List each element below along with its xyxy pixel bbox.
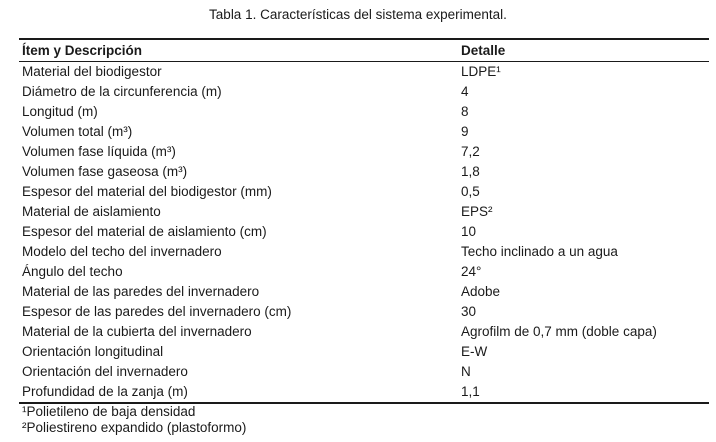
row-detail: 0,5 [461,184,480,199]
row-item-description: Espesor de las paredes del invernadero (cm) [22,304,292,319]
table-row [22,142,706,162]
table-caption: Tabla 1. Características del sistema experimental. [209,7,507,22]
table-row [22,102,706,122]
table-row [22,342,706,362]
table-row [22,382,706,402]
table-row [22,302,706,322]
top-rule [19,38,709,40]
table-body [22,62,706,402]
row-detail: E-W [461,344,488,359]
table-row [22,62,706,82]
characteristics-table [22,41,706,402]
row-item-description: Longitud (m) [22,104,98,119]
row-item-description: Espesor del material del biodigestor (mm) [22,184,272,199]
row-item-description: Material de las paredes del invernadero [22,284,260,299]
row-detail: 4 [461,84,469,99]
row-item-description: Material de aislamiento [22,204,161,219]
row-detail: EPS² [461,204,493,219]
row-detail: 30 [461,304,477,319]
table-row [22,202,706,222]
row-item-description: Volumen total (m³) [22,124,133,139]
row-detail: Agrofilm de 0,7 mm (doble capa) [461,324,657,339]
table-row [22,222,706,242]
row-item-description: Profundidad de la zanja (m) [22,384,188,399]
row-detail: Techo inclinado a un agua [461,244,618,259]
row-detail: 8 [461,104,469,119]
table-row [22,242,706,262]
footnote-1: ¹Polietileno de baja densidad [22,404,196,419]
row-item-description: Material del biodigestor [22,64,162,79]
row-item-description: Orientación longitudinal [22,344,164,359]
table-row [22,362,706,382]
row-item-description: Orientación del invernadero [22,364,188,379]
row-detail: 1,1 [461,384,480,399]
table-row [22,182,706,202]
row-detail: Adobe [461,284,501,299]
table-row [22,82,706,102]
row-detail: 1,8 [461,164,480,179]
row-item-description: Volumen fase líquida (m³) [22,144,176,159]
row-detail: 24° [461,264,482,279]
header-item-description: Ítem y Descripción [22,43,143,58]
footnote-2: ²Poliestireno expandido (plastoformo) [22,420,247,435]
row-item-description: Ángulo del techo [22,264,123,279]
table-row [22,262,706,282]
row-item-description: Diámetro de la circunferencia (m) [22,84,222,99]
row-item-description: Modelo del techo del invernadero [22,244,222,259]
table-row [22,282,706,302]
row-detail: 10 [461,224,477,239]
row-detail: N [461,364,471,379]
row-detail: 9 [461,124,469,139]
table-row [22,322,706,342]
table-row [22,122,706,142]
row-item-description: Espesor del material de aislamiento (cm) [22,224,267,239]
table-header-row [22,41,706,62]
row-item-description: Volumen fase gaseosa (m³) [22,164,188,179]
row-item-description: Material de la cubierta del invernadero [22,324,252,339]
row-detail: LDPE¹ [461,64,501,79]
row-detail: 7,2 [461,144,480,159]
table-row [22,162,706,182]
header-detail: Detalle [461,43,506,58]
footnotes [22,404,246,436]
